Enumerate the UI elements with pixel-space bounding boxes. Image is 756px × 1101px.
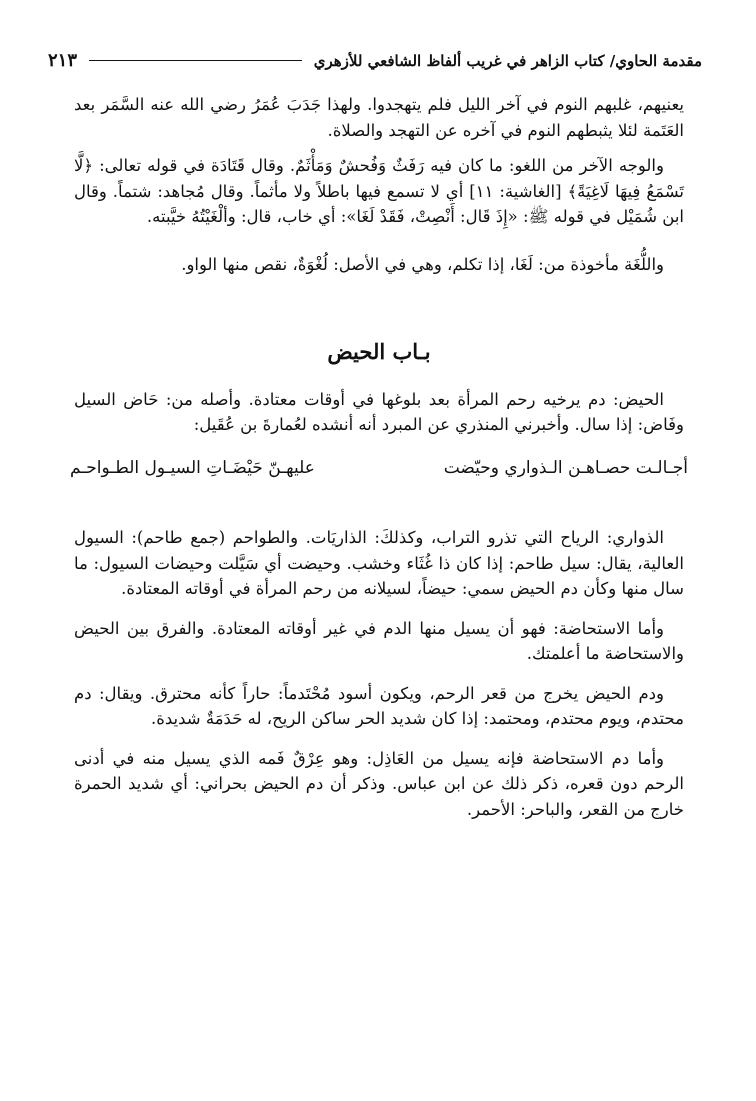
paragraph: والوجه الآخر من اللغو: ما كان فيه رَفَثٌ وَفُحشٌ وَمَأْثَمٌ. وقال قَتَادَة في قوله تعالى: ﴿لَّا تَسْمَعُ فِيهَا لَاغِيَةً﴾ [الغاشية: ١١] أي لا تسمع فيها باطلاً ولا مأثماً. وقال مُجاهد: شتماً. وقال ابن شُمَيْل في قوله ﷺ: «إِذَ قَال: أَنْصِتْ، فَقَدْ لَغَا»: أي خاب، قال: وألْغَيْتُهُ خيَّبته. (74, 156, 685, 226)
poem-verse (70, 456, 688, 482)
paragraph: ودم الحيض يخرج من قعر الرحم، ويكون أسود مُحْتَدماً: حاراً كأنه محترق. ويقال: دم محتدم، ويوم محتدم، ومحتمد: إذا كان شديد الحر ساكن الريح، له حَدَمَةٌ شديدة. (74, 683, 684, 728)
page-number: ٢١٣ (48, 50, 78, 71)
paragraph: يعنيهم، غلبهم النوم في آخر الليل فلم يتهجدوا. ولهذا جَدَبَ عُمَرُ رضي الله عنه السَّمَر بعد العَتَمة لئلا يثبطهم النوم في آخره عن التهجد والصلاة. (74, 95, 684, 140)
paragraph: الذواري: الرياح التي تذرو التراب، وكذلكَ: الذاريَات. والطواحم (جمع طاحم): السيول العالية، يقال: سيل طاحم: إذا كان ذا غُثَاء وخشب. وحيضت أي سَيَّلت وحيضات السيول: ما سال منها وكأن دم الحيض سمي: حيضاً، لسيلانه من رحم المرأة في أوقاته المعتادة. (74, 528, 684, 598)
chapter-title: بـاب الحيض (327, 339, 431, 364)
verse-first-hemistich: أجـالـت حصـاهـن الـذواري وحيّضت (443, 457, 688, 478)
paragraph: الحيض: دم يرخيه رحم المرأة بعد بلوغها في أوقات معتادة. وأصله من: حَاض السيل وفَاض: إذا سال. وأخبرني المنذري عن المبرد أنه أنشده لعُمارةَ بن عُقَيل: (74, 389, 684, 434)
verse-second-hemistich: عليهـنّ حَيْضَـاتِ السيـول الطـواحـم (70, 457, 315, 478)
paragraph: واللُّغَة مأخوذة من: لَغَا، إذا تكلم، وهي في الأصل: لُغْوَةٌ، نقص منها الواو. (181, 254, 664, 274)
paragraph: وأما الاستحاضة: فهو أن يسيل منها الدم في غير أوقاته المعتادة. والفرق بين الحيض والاستحاضة ما أعلمتك. (74, 618, 684, 663)
page-header (48, 50, 702, 71)
page-body (70, 92, 688, 822)
paragraph: وأما دم الاستحاضة فإنه يسيل من العَاذِل: وهو عِرْقٌ فَمه الذي يسيل منه في أدنى الرحم دون قعره، ذكر ذلك عن ابن عباس. وذكر أن دم الحيض بحراني: أي شديد الحمرة خارج من القعر، والباحر: الأحمر. (74, 748, 684, 819)
running-title: مقدمة الحاوي/ كتاب الزاهر في غريب ألفاظ الشافعي للأزهري (313, 51, 702, 70)
header-rule (89, 60, 302, 61)
